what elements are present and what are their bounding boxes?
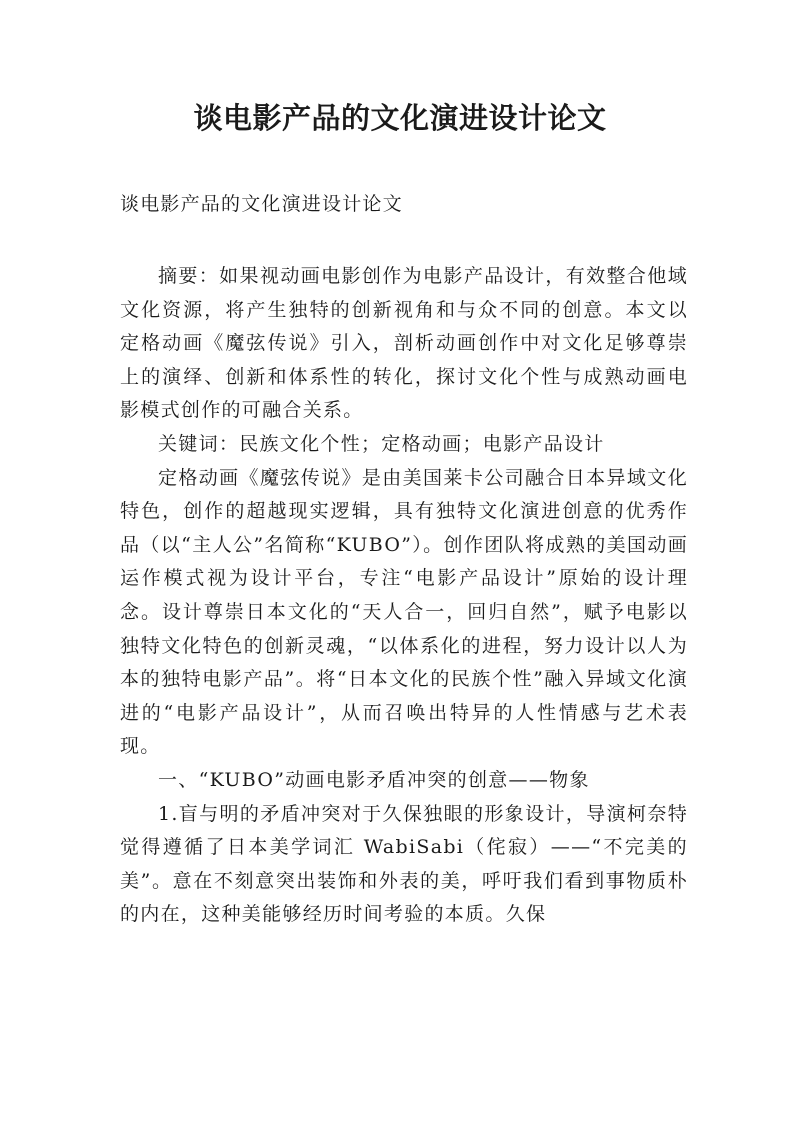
abstract-paragraph: 摘要：如果视动画电影创作为电影产品设计，有效整合他域文化资源，将产生独特的创新视角和与众不同的创意。本文以定格动画《魔弦传说》引入，剖析动画创作中对文化足够尊崇上的演绎、创新和体系性的转化，探讨文化个性与成熟动画电影模式创作的可融合关系。: [120, 265, 688, 422]
keywords-paragraph: 关键词：民族文化个性；定格动画；电影产品设计: [158, 432, 605, 455]
intro-paragraph: 定格动画《魔弦传说》是由美国莱卡公司融合日本异域文化特色，创作的超越现实逻辑，具有独特文化演进创意的优秀作品（以“主人公”名简称“KUBO”）。创作团队将成熟的美国动画运作模式视为设计平台，专注“电影产品设计”原始的设计理念。设计尊崇日本文化的“天人合一，回归自然”，赋予电影以独特文化特色的创新灵魂，“以体系化的进程，努力设计以人为本的独特电影产品”。将“日本文化的民族个性”融入异域文化演进的“电影产品设计”，从而召唤出特异的人性情感与艺术表现。: [120, 466, 688, 758]
document-title: 谈电影产品的文化演进设计论文: [193, 101, 607, 135]
subsection-paragraph: 1.盲与明的矛盾冲突对于久保独眼的形象设计，导演柯奈特觉得遵循了日本美学词汇 WabiSabi（侘寂）——“不完美的美”。意在不刻意突出装饰和外表的美，呼吁我们看到事物质朴的内在，这种美能够经历时间考验的本质。久保: [120, 802, 688, 926]
section-heading: 一、“KUBO”动画电影矛盾冲突的创意——物象: [158, 768, 590, 791]
document-subtitle: 谈电影产品的文化演进设计论文: [120, 193, 403, 215]
document-body: [120, 260, 688, 932]
